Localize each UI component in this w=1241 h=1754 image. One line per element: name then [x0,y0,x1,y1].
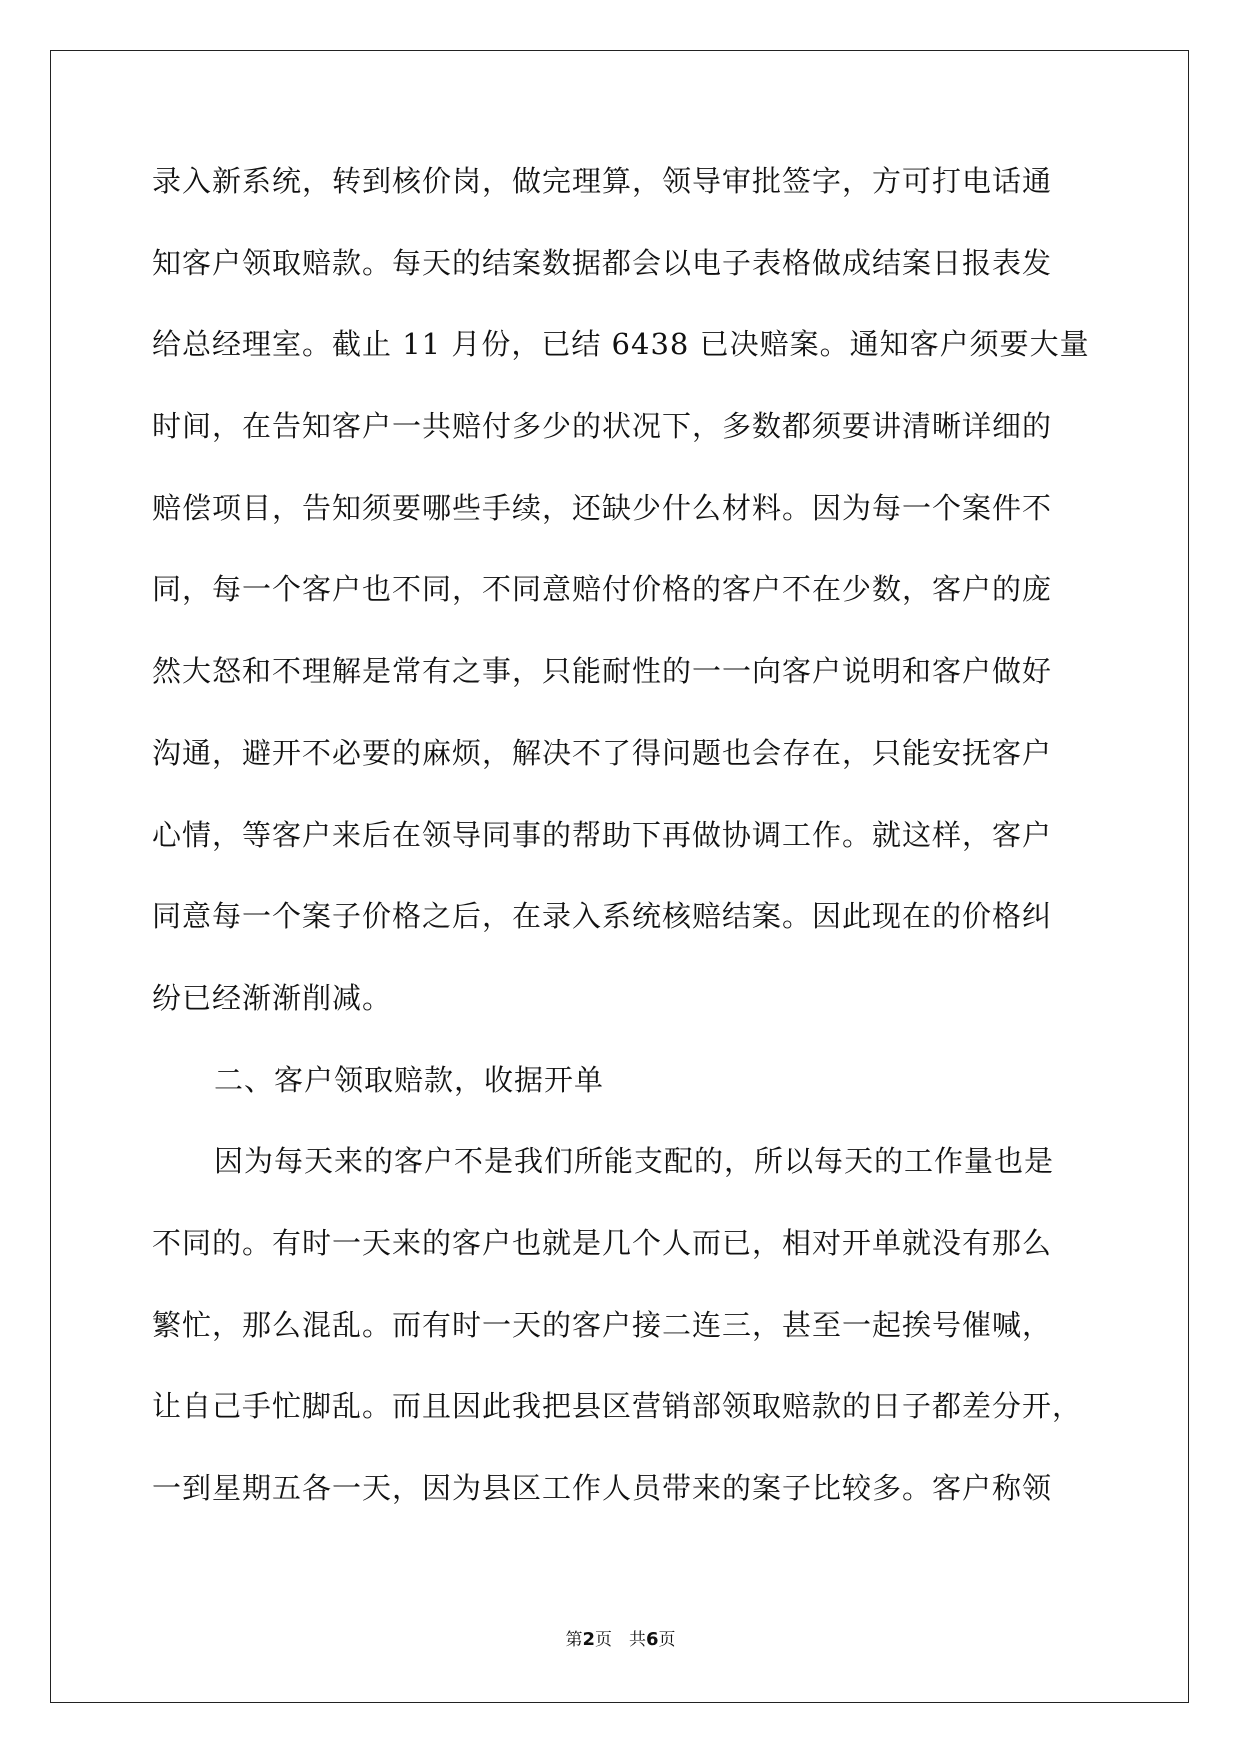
current-page-number: 2 [582,1629,595,1650]
text-line: 心情，等客户来后在领导同事的帮助下再做协调工作。就这样，客户 [152,817,1053,852]
text-line: 纷已经渐渐削减。 [152,980,393,1015]
text-line: 沟通，避开不必要的麻烦，解决不了得问题也会存在，只能安抚客户 [152,735,1053,770]
text-line: 同，每一个客户也不同，不同意赔付价格的客户不在少数，客户的庞 [152,572,1053,607]
text-line: 给总经理室。截止 11 月份，已结 6438 已决赔案。通知客户须要大量 [152,327,1090,362]
text-line: 不同的。有时一天来的客户也就是几个人而已，相对开单就没有那么 [152,1225,1053,1260]
text-line: 让自己手忙脚乱。而且因此我把县区营销部领取赔款的日子都差分开， [152,1389,1083,1424]
text-line: 录入新系统，转到核价岗，做完理算，领导审批签字，方可打电话通 [152,164,1053,198]
footer-prefix: 第 [565,1630,583,1650]
text-line: 知客户领取赔款。每天的结案数据都会以电子表格做成结案日报表发 [152,245,1053,280]
text-line: 同意每一个案子价格之后，在录入系统核赔结案。因此现在的价格纠 [152,899,1053,934]
section-heading: 二、客户领取赔款，收据开单 [214,1062,605,1097]
footer-suffix: 页 [658,1630,676,1650]
document-body [152,160,1092,1549]
text-line: 然大怒和不理解是常有之事，只能耐性的一一向客户说明和客户做好 [152,654,1053,689]
text-line: 一到星期五各一天，因为县区工作人员带来的案子比较多。客户称领 [152,1471,1053,1505]
footer-mid: 页 共 [595,1630,646,1650]
text-line: 因为每天来的客户不是我们所能支配的，所以每天的工作量也是 [214,1144,1055,1179]
page-footer [0,1625,1241,1650]
text-line: 繁忙，那么混乱。而有时一天的客户接二连三，甚至一起挨号催喊， [152,1307,1053,1342]
text-line: 赔偿项目，告知须要哪些手续，还缺少什么材料。因为每一个案件不 [152,490,1053,525]
text-line: 时间，在告知客户一共赔付多少的状况下，多数都须要讲清晰详细的 [152,409,1053,444]
total-pages-number: 6 [646,1629,659,1650]
